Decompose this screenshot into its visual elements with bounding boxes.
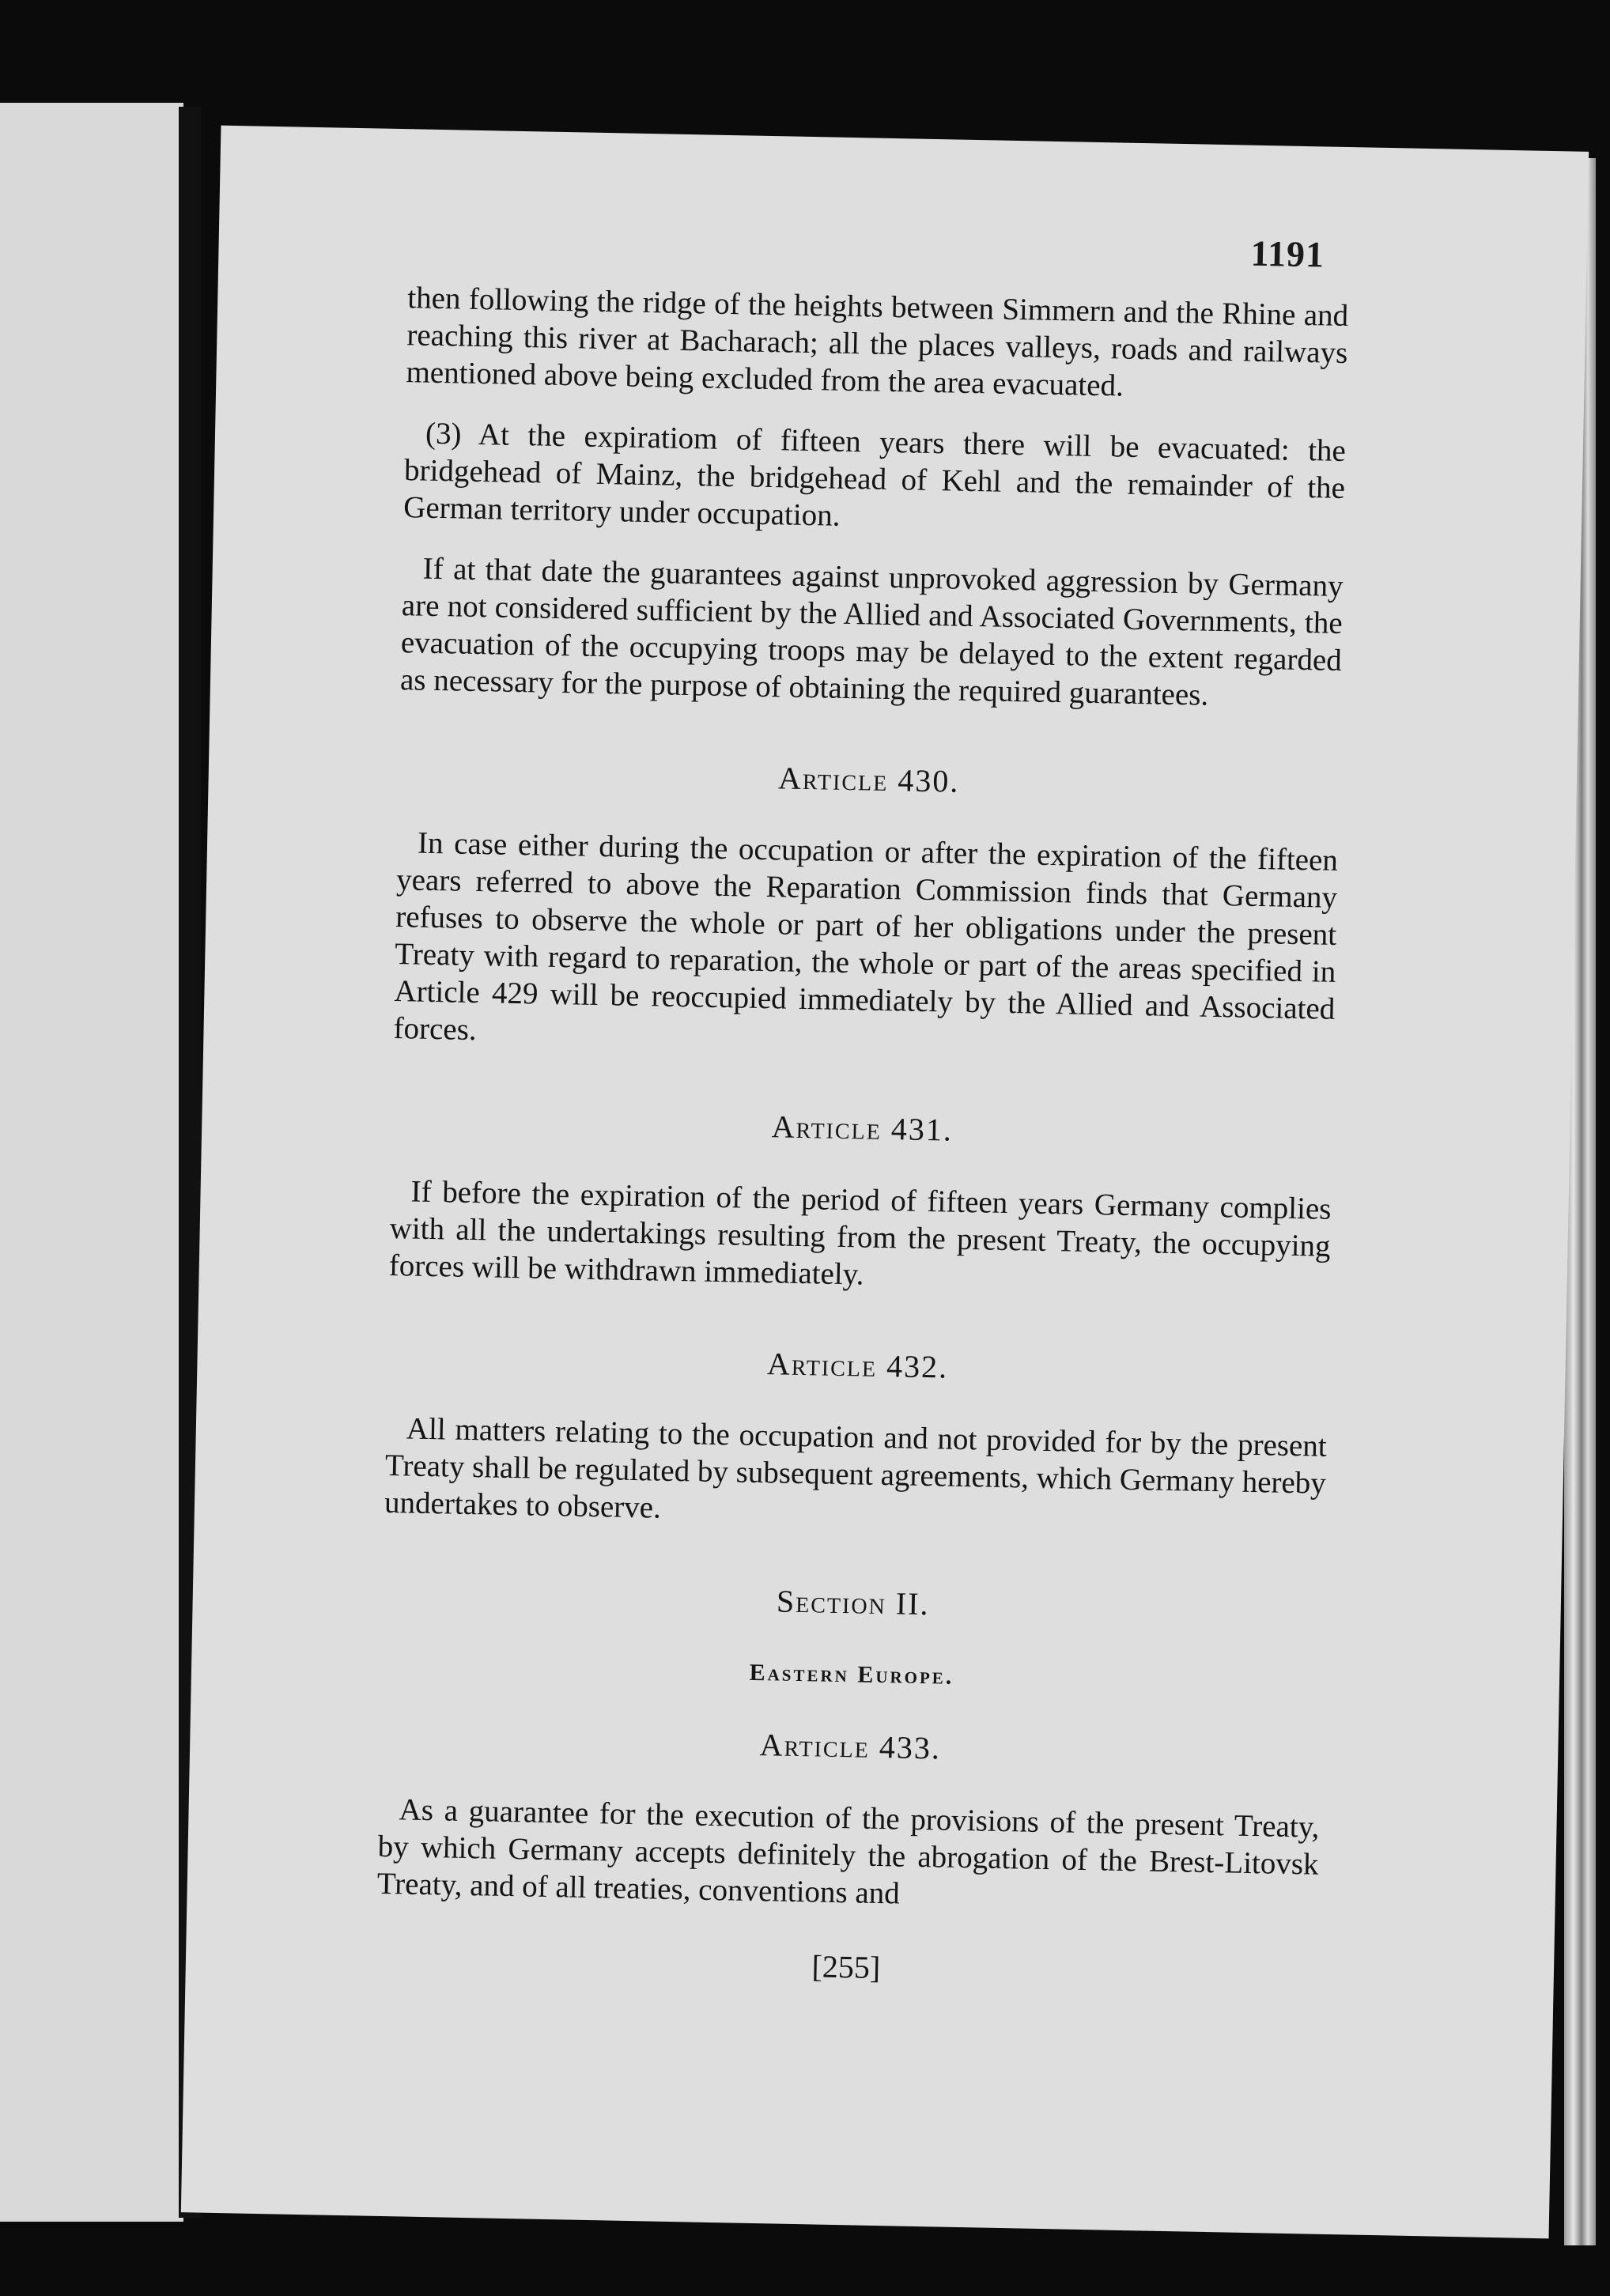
facing-page [0, 103, 183, 2222]
article-text: All matters relating to the occupation and not provided for by the present Treaty shall be regulated by subsequent agreements, which Germany hereby undertakes to observe. [384, 1411, 1328, 1525]
article-heading: Article 432. [766, 1346, 949, 1385]
paragraph: (3) At the expiratiom of fifteen years there will be evacuated: the bridgehead of Mainz, the bridgehead of Kehl and the remainder of the German territory under occupation. [402, 416, 1347, 533]
article-text: In case either during the occupation or after the expiration of the fifteen years referred to above the Reparation Commission finds that Germany refuses to observe the whole or part of her obligations under the present Treaty with regard to reparation, the whole or part of the areas specified in Article 429 will be reoccupied immediately by the Allied and Associated forces. [393, 825, 1339, 1048]
article-text: If before the expiration of the period of fifteen years Germany complies with all the undertakings resulting from the present Treaty, the occupying forces will be withdrawn immediately. [388, 1174, 1332, 1292]
book-page [181, 126, 1589, 2239]
section-heading: Section II. [776, 1583, 930, 1622]
page-text [376, 279, 1348, 1920]
article-heading: Article 430. [777, 760, 960, 799]
article-text: As a guarantee for the execution of the provisions of the present Treaty, by which Germany accepts definitely the abrogation of the Brest-Litovsk Treaty, and of all treaties, conventions and [376, 1792, 1320, 1911]
article-heading: Article 431. [771, 1108, 954, 1148]
article-heading: Article 433. [759, 1727, 942, 1766]
paragraph: then following the ridge of the heights between Simmern and the Rhine and reaching this river at Bacharach; all the places valleys, roads and railways mentioned above being excluded from the area evacuated. [406, 281, 1349, 403]
page-number: 1191 [1250, 232, 1325, 275]
paragraph: If at that date the guarantees against unprovoked aggression by Germany are not considered sufficient by the Allied and Associated Governments, the evacuation of the occupying troops may be delayed to the extent regarded as necessary for the purpose of obtaining the required guarantees. [399, 551, 1344, 712]
footer-page-mark: [255] [811, 1948, 881, 1986]
section-subheading: Eastern Europe. [749, 1659, 954, 1690]
